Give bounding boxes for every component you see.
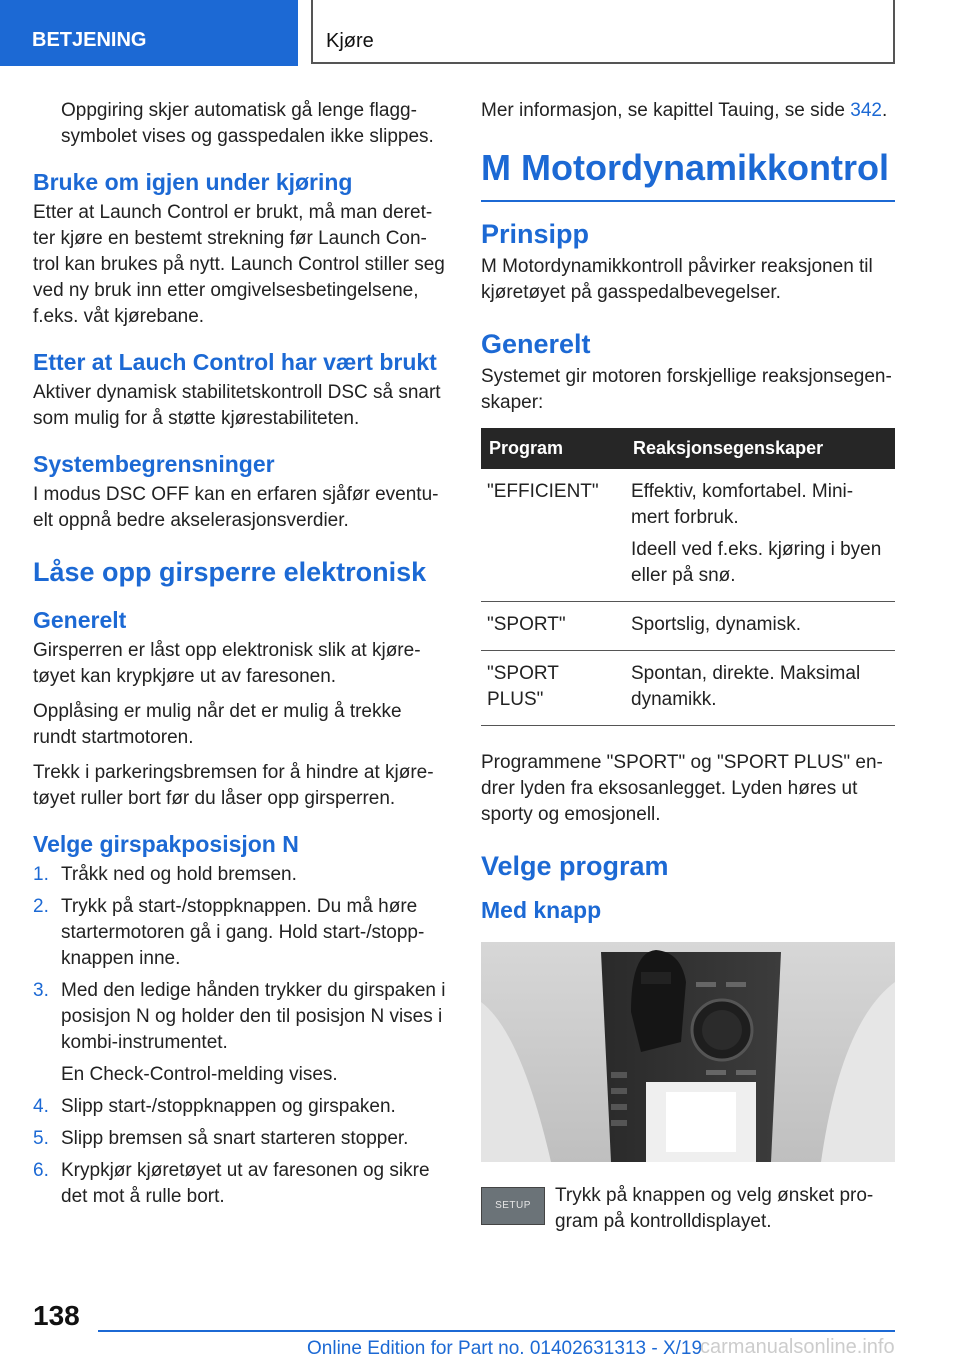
step-number: 6. [33, 1160, 49, 1181]
page-footer [0, 1290, 960, 1362]
program-cell: "SPORT PLUS" [481, 651, 625, 726]
principle-heading: Prinsipp [481, 219, 590, 249]
list-item [33, 1126, 448, 1152]
after-launch-heading: Etter at Lauch Control har vært brukt [33, 349, 437, 375]
general-text-2: Opplåsing er mulig når det er mulig å trekke rundt startmotoren. [33, 701, 402, 748]
page-reference-link[interactable]: 342 [850, 100, 882, 121]
right-column [481, 98, 895, 1249]
step-subtext: En Check-Control-melding vises. [61, 1064, 338, 1085]
general-heading: Generelt [33, 607, 127, 633]
step-text: Krypkjør kjøretøyet ut av faresonen og sikre det mot å rulle bort. [61, 1160, 430, 1207]
limits-text: I modus DSC OFF kan en erfaren sjåfør eventu-elt oppnå bedre akselerasjonsverdier. [33, 484, 439, 531]
list-item [33, 894, 448, 972]
program-cell: "EFFICIENT" [481, 469, 625, 602]
description-cell: Spontan, direkte. Maksimal dynamikk. [625, 651, 895, 726]
intro-text: Oppgiring skjer automatisk gå lenge flagg-symbolet vises og gasspedalen ikke slippes. [61, 100, 434, 147]
general-text-right: Systemet gir motoren forskjellige reaksjonsegen-skaper: [481, 366, 892, 413]
step-text: Tråkk ned og hold bremsen. [61, 864, 297, 885]
table-row [481, 469, 895, 602]
limits-heading: Systembegrensninger [33, 451, 275, 477]
step-number: 3. [33, 980, 49, 1001]
column-header: Program [481, 428, 625, 469]
with-button-heading: Med knapp [481, 897, 602, 923]
step-number: 4. [33, 1096, 49, 1117]
left-column [33, 98, 448, 1216]
step-text: Trykk på start-/stoppknappen. Du må høre startermotoren gå i gang. Hold start-/stopp-knappen inne. [61, 896, 425, 969]
table-row [481, 602, 895, 651]
program-cell: "SPORT" [481, 602, 625, 651]
step-text: Med den ledige hånden trykker du girspaken i posisjon N og holder den til posisjon N vises i kombi-instrumentet. [61, 980, 446, 1053]
general-text-3: Trekk i parkeringsbremsen for å hindre at kjøre-tøyet ruller bort før du låser opp girsperren. [33, 762, 434, 809]
select-program-heading: Velge program [481, 851, 669, 881]
select-n-heading: Velge girspakposisjon N [33, 831, 299, 857]
section-tab: BETJENING [0, 0, 298, 66]
unlock-heading: Låse opp girsperre elektronisk [33, 557, 427, 587]
more-info-suffix: . [881, 100, 888, 121]
setup-text: Trykk på knappen og velg ønsket pro-gram på kontrolldisplayet. [555, 1185, 874, 1232]
description-text: Effektiv, komfortabel. Mini-mert forbruk. [631, 481, 854, 528]
list-item [33, 862, 448, 888]
general-heading-right: Generelt [481, 329, 591, 359]
more-info-prefix: Mer informasjon, se kapittel Tauing, se side [481, 100, 851, 121]
after-launch-text: Aktiver dynamisk stabilitetskontroll DSC så snart som mulig for å støtte kjørestabiliteten. [33, 382, 441, 429]
chapter-heading: M Motordynamikkontrol [481, 148, 895, 202]
setup-instruction [481, 1183, 895, 1249]
column-header: Reaksjonsegenskaper [625, 428, 895, 469]
page-number: 138 [33, 1300, 80, 1331]
reuse-text: Etter at Launch Control er brukt, må man deret-ter kjøre en bestemt strekning før Launch Con-trol kan brukes på nytt. Launch Control stiller seg ved ny bruk inn etter omgivelsesbetingelsene, f.eks. våt kjørebane. [33, 202, 445, 327]
table-header-row [481, 428, 895, 469]
programs-text: Programmene "SPORT" og "SPORT PLUS" en-drer lyden fra eksosanlegget. Lyden høres ut sporty og emosjonell. [481, 752, 883, 825]
more-info-text [481, 98, 895, 124]
list-item [33, 1158, 448, 1210]
steps-list [33, 862, 448, 1210]
page-header [0, 0, 960, 66]
watermark-text: carmanualsonline.info [700, 1336, 895, 1358]
description-subtext: Ideell ved f.eks. kjøring i byen eller på snø. [631, 539, 882, 586]
step-number: 5. [33, 1128, 49, 1149]
chapter-title: Kjøre [311, 0, 895, 64]
table-row [481, 651, 895, 726]
general-text-1: Girsperren er låst opp elektronisk slik at kjøre-tøyet kan krypkjøre ut av faresonen. [33, 640, 421, 687]
step-text: Slipp bremsen så snart starteren stopper. [61, 1128, 409, 1149]
program-table [481, 428, 895, 726]
list-item [33, 978, 448, 1088]
description-cell: Sportslig, dynamisk. [625, 602, 895, 651]
edition-text: Online Edition for Part no. 01402631313 - X/19 [307, 1338, 703, 1359]
step-number: 2. [33, 896, 49, 917]
setup-button[interactable]: SETUP [481, 1187, 545, 1225]
step-number: 1. [33, 864, 49, 885]
principle-text: M Motordynamikkontroll påvirker reaksjonen til kjøretøyet på gasspedalbevegelser. [481, 256, 873, 303]
footer-divider [98, 1330, 895, 1332]
step-text: Slipp start-/stoppknappen og girspaken. [61, 1096, 396, 1117]
list-item [33, 1094, 448, 1120]
reuse-heading: Bruke om igjen under kjøring [33, 169, 353, 195]
gear-selector-console-photo [481, 942, 895, 1162]
description-cell [625, 469, 895, 602]
